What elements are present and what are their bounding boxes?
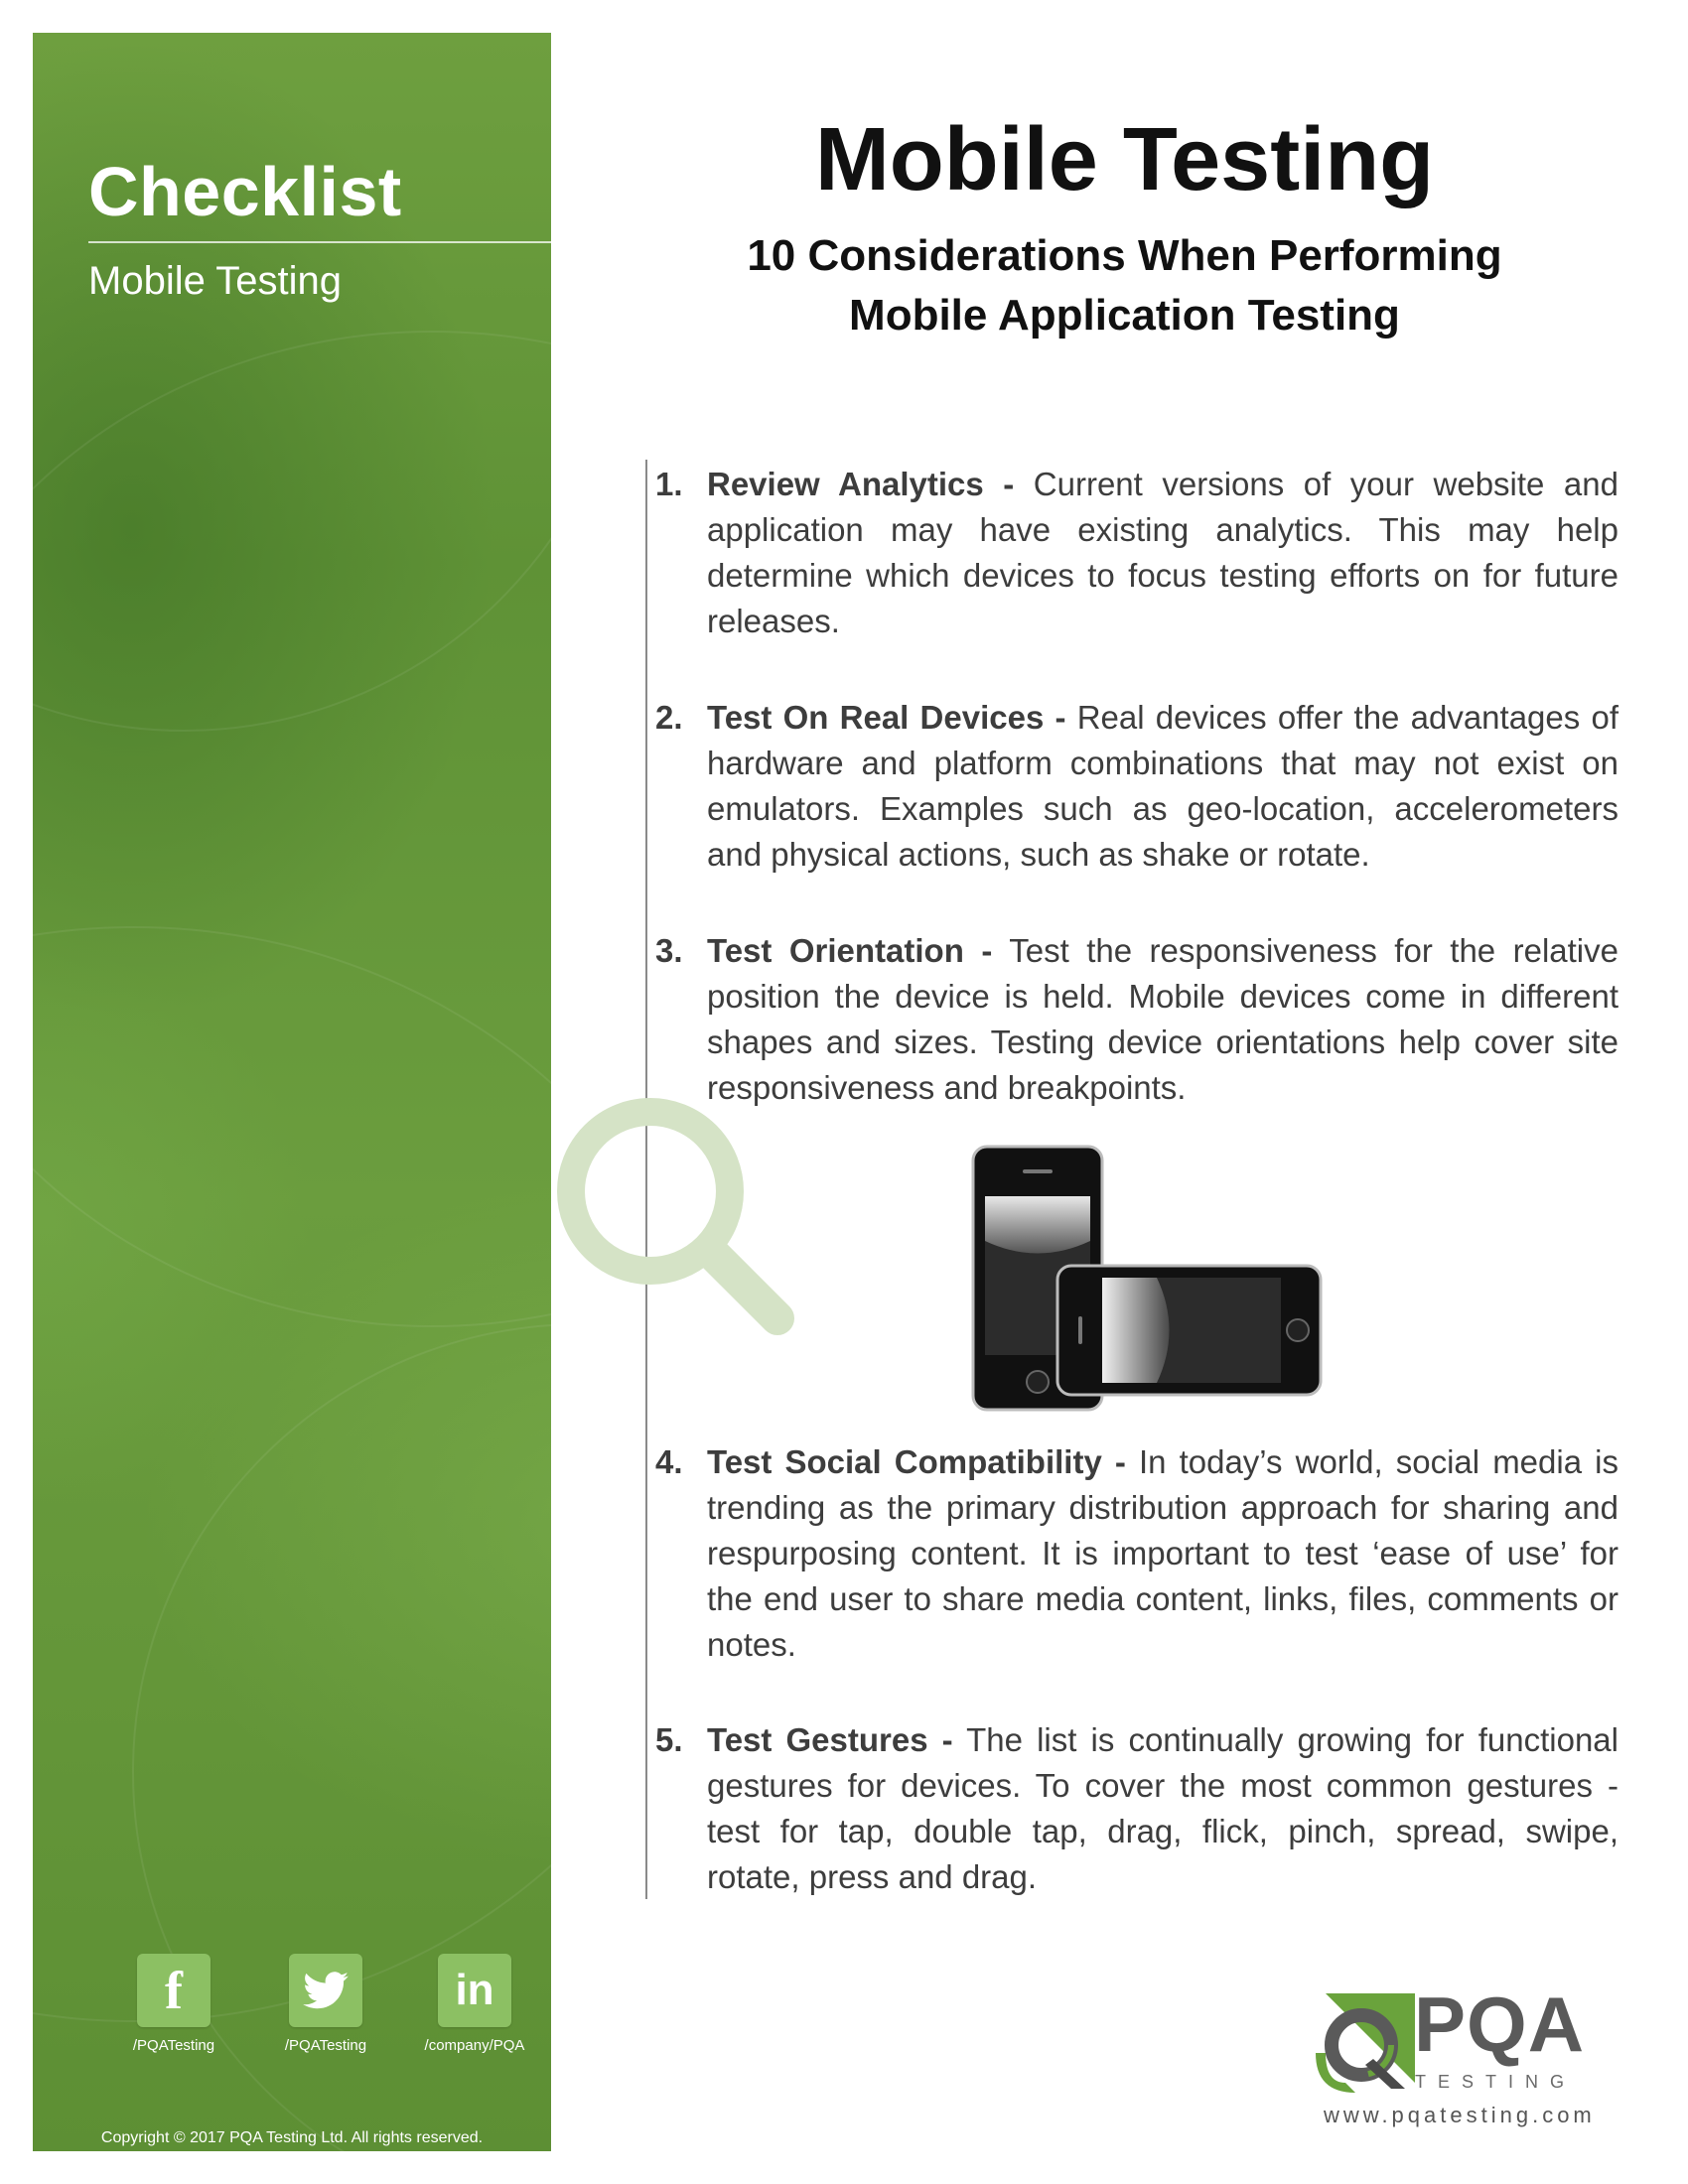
twitter-icon[interactable] bbox=[289, 1954, 362, 2027]
sidebar-title: Checklist bbox=[88, 153, 402, 230]
item-number: 2. bbox=[655, 699, 683, 736]
subtitle-line-1: 10 Considerations When Performing bbox=[747, 231, 1502, 280]
linkedin-glyph: in bbox=[455, 1966, 494, 2014]
pqa-logo[interactable] bbox=[1316, 1980, 1614, 2134]
facebook-glyph: f bbox=[165, 1961, 183, 2020]
magnifier-icon bbox=[551, 1092, 809, 1350]
item-heading: Test On Real Devices - bbox=[707, 699, 1066, 736]
sidebar-subtitle: Mobile Testing bbox=[88, 259, 342, 303]
facebook-link[interactable] bbox=[104, 1954, 243, 2054]
facebook-icon[interactable] bbox=[137, 1954, 211, 2027]
pqa-q-icon bbox=[1316, 1993, 1415, 2093]
item-heading: Test Social Compatibility - bbox=[707, 1443, 1126, 1480]
item-text: Current versions of your website and application may have existing analytics. This may help determine which devices to focus testing efforts on for future releases. bbox=[707, 466, 1618, 639]
page-title: Mobile Testing bbox=[814, 110, 1435, 209]
twitter-link[interactable] bbox=[256, 1954, 395, 2054]
item-heading: Test Orientation - bbox=[707, 932, 993, 969]
item-number: 4. bbox=[655, 1443, 683, 1480]
sidebar-divider bbox=[88, 241, 551, 243]
logo-brand: PQA bbox=[1414, 1980, 1586, 2068]
item-heading: Test Gestures - bbox=[707, 1721, 953, 1758]
copyright: Copyright © 2017 PQA Testing Ltd. All rights reserved. bbox=[100, 2129, 484, 2146]
item-number: 1. bbox=[655, 466, 683, 502]
item-heading: Review Analytics - bbox=[707, 466, 1015, 502]
item-number: 5. bbox=[655, 1721, 683, 1758]
landscape-phone bbox=[1057, 1266, 1321, 1395]
item-text: In today’s world, social media is trending as the primary distribution approach for sharing and respurposing content. It is important to test ‘ease of use’ for the end user to share media content, links, files, comments or notes. bbox=[707, 1443, 1618, 1663]
item-text: Test the responsiveness for the relative position the device is held. Mobile devices come in different shapes and sizes. Testing device orientations help cover site responsiveness and breakpoints. bbox=[707, 932, 1618, 1106]
linkedin-icon[interactable] bbox=[438, 1954, 511, 2027]
linkedin-link[interactable] bbox=[405, 1954, 544, 2054]
list-item-3 bbox=[655, 928, 1618, 1111]
item-text: The list is continually growing for functional gestures for devices. To cover the most common gestures - test for tap, double tap, drag, flick, pinch, spread, swipe, rotate, press and drag. bbox=[707, 1721, 1618, 1895]
phones-illustration bbox=[963, 1142, 1331, 1420]
subtitle-line-2: Mobile Application Testing bbox=[849, 291, 1400, 340]
twitter-handle[interactable]: /PQATesting bbox=[284, 2037, 367, 2054]
item-text: Real devices offer the advantages of hardware and platform combinations that may not exist on emulators. Examples such as geo-location, accelerometers and physical actions, such as shake or rotate. bbox=[707, 699, 1618, 873]
website-url[interactable]: www.pqatesting.com bbox=[1324, 2103, 1596, 2127]
list-item-1 bbox=[655, 462, 1618, 644]
sidebar bbox=[33, 33, 551, 2151]
list-item-5 bbox=[655, 1717, 1618, 1900]
facebook-handle[interactable]: /PQATesting bbox=[132, 2037, 215, 2054]
list-item-4 bbox=[655, 1439, 1618, 1668]
page-subtitle bbox=[695, 226, 1554, 345]
twitter-bird-icon bbox=[303, 1972, 349, 2009]
item-number: 3. bbox=[655, 932, 683, 969]
linkedin-handle[interactable]: /company/PQA bbox=[424, 2037, 525, 2054]
list-item-2 bbox=[655, 695, 1618, 878]
logo-tagline: TESTING bbox=[1415, 2072, 1577, 2092]
